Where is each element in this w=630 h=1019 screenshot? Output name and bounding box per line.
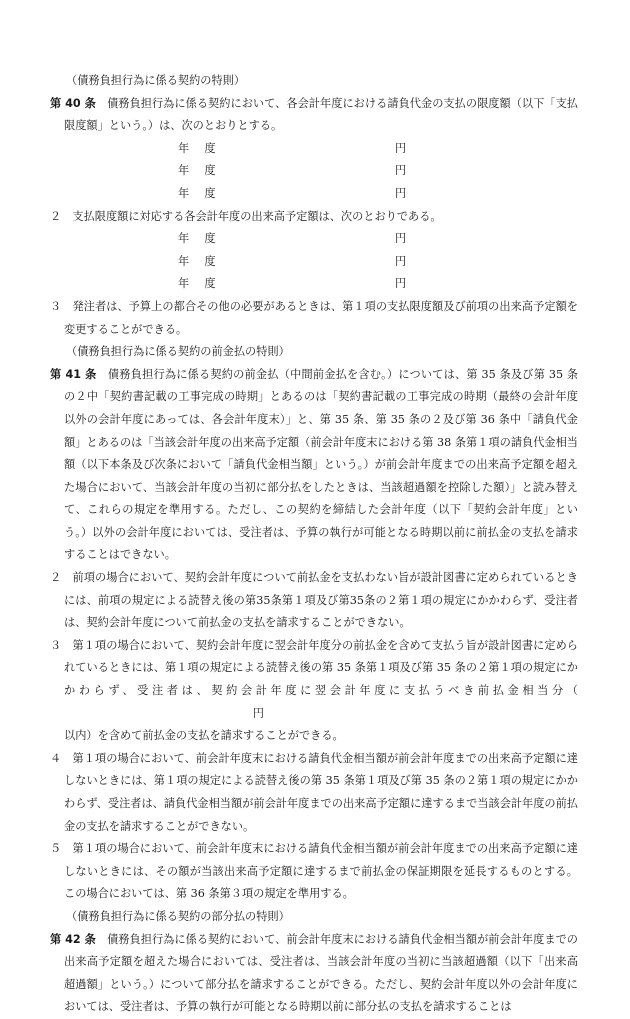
paragraph-number: ３	[50, 638, 62, 652]
article-40-paragraph-1	[50, 93, 578, 138]
paragraph-number: ２	[50, 571, 62, 585]
year-label: 年 度	[178, 254, 218, 268]
forecast-row	[50, 228, 578, 251]
paragraph-number: ４	[50, 751, 62, 765]
article-41-paragraph-5	[50, 838, 578, 906]
paragraph-number: ２	[50, 209, 62, 223]
article-41-paragraph-4	[50, 748, 578, 838]
article-40-paragraph-3	[50, 296, 578, 341]
paragraph-text: 発注者は、予算上の都合その他の必要があるときは、第１項の支払限度額及び前項の出来高予定額を変更することができる。	[61, 299, 578, 336]
forecast-row	[50, 273, 578, 296]
paragraph-text: 第１項の場合において、前会計年度末における請負代金相当額が前会計年度までの出来高予定額に達しないときには、その額が当該出来高予定額に達するまで前払金の保証期限を延長するものとする。この場合においては、第 36 条第３項の規定を準用する。	[61, 842, 578, 901]
paragraph-number: ３	[50, 299, 62, 313]
yen-label: 円	[395, 254, 407, 268]
limit-row	[50, 138, 578, 161]
yen-label: 円	[395, 277, 407, 291]
paragraph-text: 前項の場合において、契約会計年度について前払金を支払わない旨が設計図書に定められているときには、前項の規定による読替え後の第35条第１項及び第35条の２第１項の規定にかかわらず、受注者は、契約会計年度について前払金の支払を請求することができない。	[61, 571, 578, 630]
paragraph-number: ５	[50, 842, 62, 856]
yen-label: 円	[252, 706, 264, 720]
article-42-number: 第 42 条	[50, 932, 96, 946]
year-label: 年 度	[178, 232, 218, 246]
article-42-heading: （債務負担行為に係る契約の部分払の特則）	[66, 909, 290, 923]
year-label: 年 度	[178, 186, 218, 200]
article-40-paragraph-2	[50, 206, 578, 229]
year-label: 年 度	[178, 277, 218, 291]
year-label: 年 度	[178, 141, 218, 155]
yen-label: 円	[395, 141, 407, 155]
paragraph-text-continued: 以内）を含めて前払金の支払を請求することができる。	[64, 729, 344, 743]
year-label: 年 度	[178, 164, 218, 178]
yen-label: 円	[395, 186, 407, 200]
article-41-paragraph-1	[50, 364, 578, 567]
article-41-number: 第 41 条	[50, 367, 97, 381]
article-41-paragraph-3	[50, 635, 578, 748]
article-40-heading: （債務負担行為に係る契約の特則）	[66, 74, 246, 87]
yen-label: 円	[395, 232, 407, 246]
article-40-text: 債務負担行為に係る契約において、各会計年度における請負代金の支払の限度額（以下「支払限度額」という。）は、次のとおりとする。	[64, 96, 578, 133]
article-41-text: 債務負担行為に係る契約の前金払（中間前金払を含む。）については、第 35 条及び第 35 条の２中「契約書記載の工事完成の時期」とあるのは「契約書記載の工事完成の時期（最終の会計年度以外の会計年度にあっては、各会計年度末）」と、第 35 条、第 35 条の２及び第 36 条中「請負代金額」とあるのは「当該会計年度の出来高予定額（前会計年度末における第 38 条第１項の請負代金相当額（以下本条及び次条において「請負代金相当額」という。）が前会計年度までの出来高予定額を超えた場合において、当該会計年度の当初に部分払をしたときは、当該超過額を控除した額）」と読み替えて、これらの規定を準用する。ただし、この契約を締結した会計年度（以下「契約会計年度」という。）以外の会計年度においては、受注者は、予算の執行が可能となる時期以前に前払金の支払を請求することはできない。	[64, 367, 579, 562]
forecast-row	[50, 251, 578, 274]
paragraph-text: 支払限度額に対応する各会計年度の出来高予定額は、次のとおりである。	[61, 209, 442, 223]
article-41-heading: （債務負担行為に係る契約の前金払の特則）	[66, 345, 290, 359]
article-40-number: 第 40 条	[50, 96, 96, 110]
paragraph-text: 第１項の場合において、前会計年度末における請負代金相当額が前会計年度までの出来高予定額に達しないときには、第１項の規定による読替え後の第 35 条第１項及び第 35 条の２第１項の規定にかかわらず、受注者は、請負代金相当額が前会計年度までの出来高予定額に達するまで当該会計年度の前払金の支払を請求することができない。	[61, 751, 578, 833]
yen-label: 円	[395, 164, 407, 178]
paragraph-text: 第１項の場合において、契約会計年度に翌会計年度分の前払金を含めて支払う旨が設計図書に定められているときには、第１項の規定による読替え後の第 35 条第１項及び第 35 条の２第１項の規定にかかわらず、受注者は、契約会計年度に翌会計年度に支払うべき前払金相当分（	[61, 638, 578, 698]
article-42-paragraph-1	[50, 929, 578, 1019]
limit-row	[50, 160, 578, 183]
article-41-paragraph-2	[50, 567, 578, 635]
article-42-text: 債務負担行為に係る契約において、前会計年度末における請負代金相当額が前会計年度までの出来高予定額を超えた場合においては、受注者は、当該会計年度の当初に当該超過額（以下「出来高超過額」という。）について部分払を請求することができる。ただし、契約会計年度以外の会計年度においては、受注者は、予算の執行が可能となる時期以前に部分払の支払を請求することは	[64, 932, 578, 1014]
limit-row	[50, 183, 578, 206]
